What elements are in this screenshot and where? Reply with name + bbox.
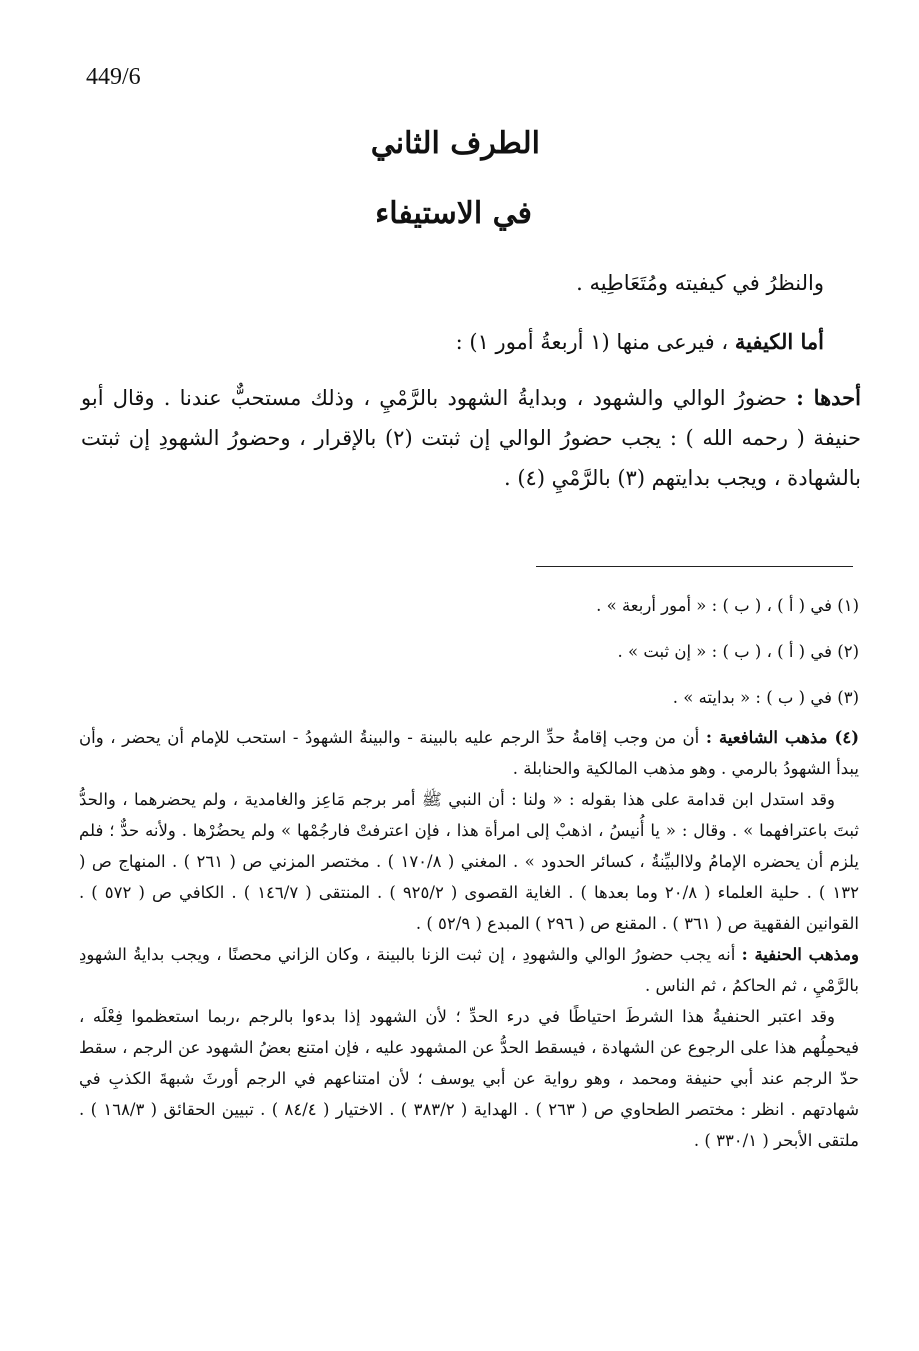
first-label: أحدها : [796, 385, 861, 410]
footnote-1: (١) في ( أ ) ، ( ب ) : « أمور أربعة » . [596, 596, 859, 615]
footnote-4-hanafi-reason: وقد اعتبر الحنفيةُ هذا الشرطَ احتياطًا في درء الحدِّ ؛ لأن الشهود إذا بدءوا بالرجم ،ربما استعظموا فِعْلَه ، فيحمِلُهم هذا على الرجوع عن الشهادة ، فيسقط الحدُّ عن المشهود عليه ، فإن امتنع بعضُ الشهود عن الرجم ، سقط حدّ الرجم عند أبي حنيفة ومحمد ، وهو رواية عن أبي يوسف ؛ لأن امتناعهم في الرجم أورثَ شبهةَ الكذبِ في شهادتهم . انظر : مختصر الطحاوي ص ( ٢٦٣ ) . الهداية ( ٣٨٣/٢ ) . الاختيار ( ٨٤/٤ ) . تبيين الحقائق ( ١٦٨/٣ ) . ملتقى الأبحر ( ٣٣٠/١ ) . [79, 1007, 860, 1150]
chapter-title: الطرف الثاني [370, 126, 540, 161]
footnote-4 [79, 722, 859, 1156]
footnote-4-ibn-qudama: وقد استدل ابن قدامة على هذا بقوله : « ولنا : أن النبي ﷺ أمر برجم مَاعِز والغامدية ، ولم يحضرهما ، والحدُّ ثبتَ باعترافهما » . وقال : « يا أُنيسُ ، اذهبْ إلى امرأة هذا ، فإن اعترفتْ فارجُمْها » ولم يحضُرْها . ولأنه حدٌّ ؛ فلم يلزم أن يحضره الإمامُ ولاالبيِّنةُ ، كسائر الحدود » . المغني ( ١٧٠/٨ ) . مختصر المزني ص ( ٢٦١ ) . المنهاج ص ( ١٣٢ ) . حلية العلماء ( ٢٠/٨ وما بعدها ) . الغاية القصوى ( ٩٢٥/٢ ) . المنتقى ( ١٤٦/٧ ) . الكافي ص ( ٥٧٢ ) . القوانين الفقهية ص ( ٣٦١ ) . المقنع ص ( ٢٩٦ ) المبدع ( ٥٢/٩ ) . [79, 790, 859, 933]
kaifiya-label: أما الكيفية [734, 329, 824, 354]
kaifiya-text: ، فيرعى منها (١ أربعةُ أمور ١) : [455, 330, 729, 354]
footnote-3: (٣) في ( ب ) : « بدايته » . [672, 688, 859, 707]
footnote-4-hanafi [79, 939, 859, 1001]
footnote-4-shafii [79, 722, 859, 784]
first-paragraph [81, 378, 861, 498]
shafii-label: (٤) مذهب الشافعية : [705, 728, 859, 747]
hanafi-text: أنه يجب حضورُ الوالي والشهودِ ، إن ثبت الزنا بالبينة ، وكان الزاني محصنًا ، ويجب بدايةُ الشهودِ بالرَّمْيِ ، ثم الحاكمُ ، ثم الناس . [79, 945, 859, 995]
hanafi-label: ومذهب الحنفية : [741, 945, 859, 964]
chapter-subtitle: في الاستيفاء [375, 196, 532, 231]
kaifiya-line [64, 322, 824, 362]
first-text: حضورُ الوالي والشهود ، وبدايةُ الشهود بالرَّمْيِ ، وذلك مستحبٌّ عندنا . وقال أبو حنيفة ( رحمه الله ) : يجب حضورُ الوالي إن ثبتت (٢) بالإقرار ، وحضورُ الشهودِ إن ثبتت بالشهادة ، ويجب بدايتهم (٣) بالرَّمْيِ (٤) . [81, 386, 861, 490]
page-number: 449/6 [86, 64, 141, 90]
intro-line: والنظرُ في كيفيته ومُتَعَاطِيه . [576, 271, 824, 295]
footnote-2: (٢) في ( أ ) ، ( ب ) : « إن ثبت » . [617, 642, 859, 661]
shafii-text: أن من وجب إقامةُ حدِّ الرجم عليه بالبينة - والبينةُ الشهودُ - استحب للإمام أن يحضر ، وأن يبدأ الشهودُ بالرمي . وهو مذهب المالكية والحنابلة . [79, 728, 859, 778]
footnote-separator [536, 566, 853, 567]
